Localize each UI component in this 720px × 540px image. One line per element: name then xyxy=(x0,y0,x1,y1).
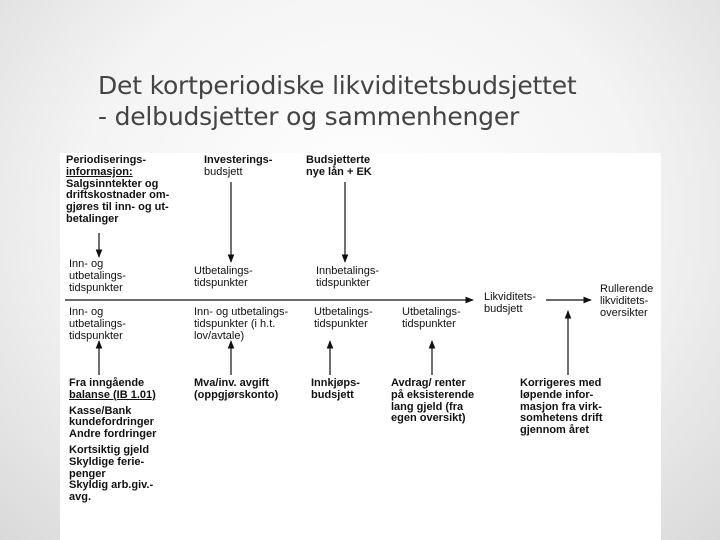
mva-text: Mva/inv. avgift (oppgjørskonto) xyxy=(194,377,279,401)
likviditet-text: Likviditets- budsjett xyxy=(484,291,536,315)
avdrag-text: Avdrag/ renter på eksisterende lang gjeld (fra egen oversikt) xyxy=(391,377,475,425)
innkjop-text: Innkjøps- budsjett xyxy=(311,377,360,401)
title-line-2: - delbudsjetter og sammenhenger xyxy=(98,102,520,131)
innut-iht-text: Inn- og utbetalings- tidspunkter (i h.t. lov/avtale) xyxy=(194,306,289,342)
page-title xyxy=(98,70,577,132)
innut-bottom-text: Inn- og utbetalings- tidspunkter xyxy=(69,306,126,342)
diagram-panel xyxy=(60,153,661,540)
investering-text: Investerings- budsjett xyxy=(204,154,273,178)
utbet-right-text: Utbetalings- tidspunkter xyxy=(402,306,461,330)
utbet-mid-text: Utbetalings- tidspunkter xyxy=(314,306,373,330)
utbet-top-text: Utbetalings- tidspunkter xyxy=(194,265,253,289)
inngaaende-text: Fra inngående balanse (IB 1.01) Kasse/Bank kundefordringer Andre fordringer Kortsiktig gjeld Skyldige ferie- penger Skyldig arb.giv.- avg. xyxy=(69,377,157,504)
title-line-1: Det kortperiodiske likviditetsbudsjettet xyxy=(98,71,577,100)
budsjetterte-text: Budsjetterte nye lån + EK xyxy=(306,154,372,178)
periodisering-text: Periodiserings- informasjon: Salgsinntekter og driftskostnader om- gjøres til inn- og ut- betalinger xyxy=(66,154,170,225)
rullerende-text: Rullerende likviditets- oversikter xyxy=(600,283,654,319)
innut-top-text: Inn- og utbetalings- tidspunkter xyxy=(69,258,126,294)
korrigeres-text: Korrigeres med løpende infor- masjon fra virk- somhetens drift gjennom året xyxy=(520,377,603,437)
innbet-top-text: Innbetalings- tidspunkter xyxy=(316,265,379,289)
